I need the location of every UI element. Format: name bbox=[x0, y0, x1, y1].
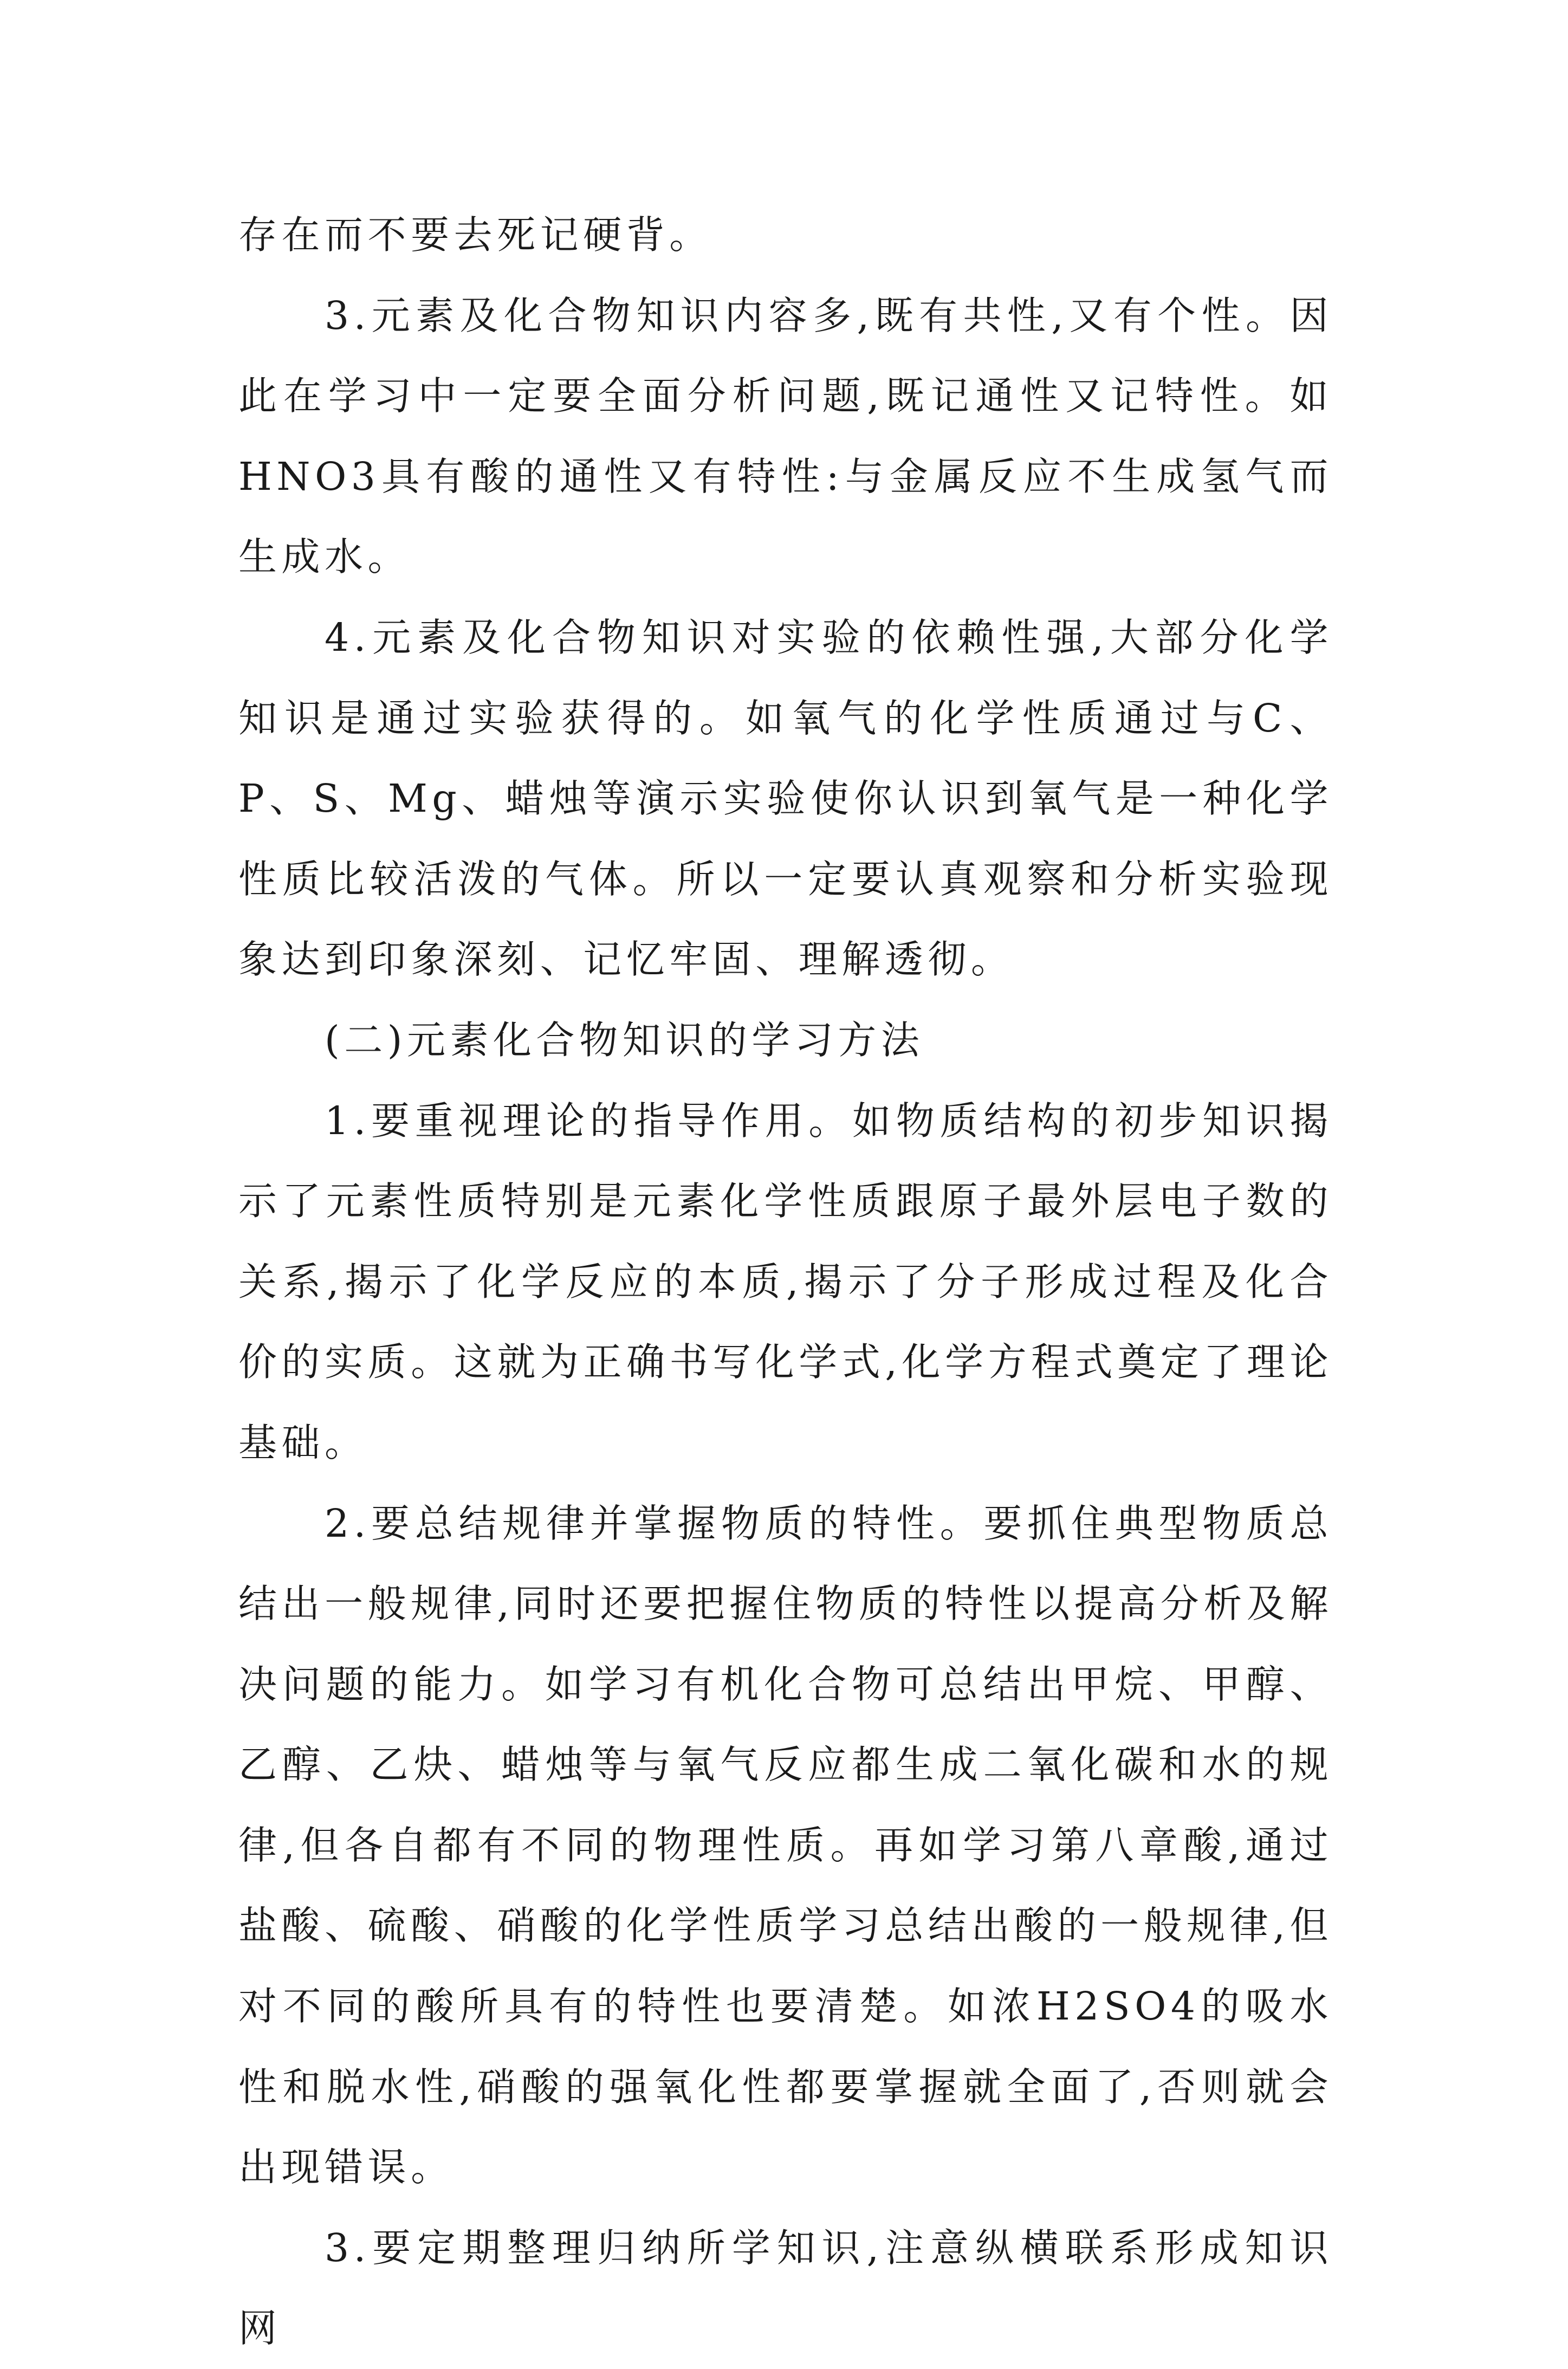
paragraph-6: 3.要定期整理归纳所学知识,注意纵横联系形成知识网 bbox=[238, 2225, 1333, 2351]
section-heading: (二)元素化合物知识的学习方法 bbox=[325, 1017, 924, 1063]
paragraph-2: 3.元素及化合物知识内容多,既有共性,又有个性。因此在学习中一定要全面分析问题,既记通性又记特性。如HNO3具有酸的通性又有特性:与金属反应不生成氢气而生成水。 bbox=[238, 293, 1333, 580]
paragraph-4: 1.要重视理论的指导作用。如物质结构的初步知识揭示了元素性质特别是元素化学性质跟原子最外层电子数的关系,揭示了化学反应的本质,揭示了分子形成过程及化合价的实质。这就为正确书写化学式,化学方程式奠定了理论基础。 bbox=[238, 1098, 1333, 1465]
paragraph-5: 2.要总结规律并掌握物质的特性。要抓住典型物质总结出一般规律,同时还要把握住物质的特性以提高分析及解决问题的能力。如学习有机化合物可总结出甲烷、甲醇、乙醇、乙炔、蜡烛等与氧气反应都生成二氧化碳和水的规律,但各自都有不同的物理性质。再如学习第八章酸,通过盐酸、硫酸、硝酸的化学性质学习总结出酸的一般规律,但对不同的酸所具有的特性也要清楚。如浓H2SO4的吸水性和脱水性,硝酸的强氧化性都要掌握就全面了,否则就会出现错误。 bbox=[238, 1500, 1333, 2190]
paragraph-1: 存在而不要去死记硬背。 bbox=[238, 212, 712, 257]
paragraph-3: 4.元素及化合物知识对实验的依赖性强,大部分化学知识是通过实验获得的。如氧气的化学性质通过与C、P、S、Mg、蜡烛等演示实验使你认识到氧气是一种化学性质比较活泼的气体。所以一定要认真观察和分析实验现象达到印象深刻、记忆牢固、理解透彻。 bbox=[238, 614, 1333, 982]
body-text bbox=[238, 195, 1333, 2369]
